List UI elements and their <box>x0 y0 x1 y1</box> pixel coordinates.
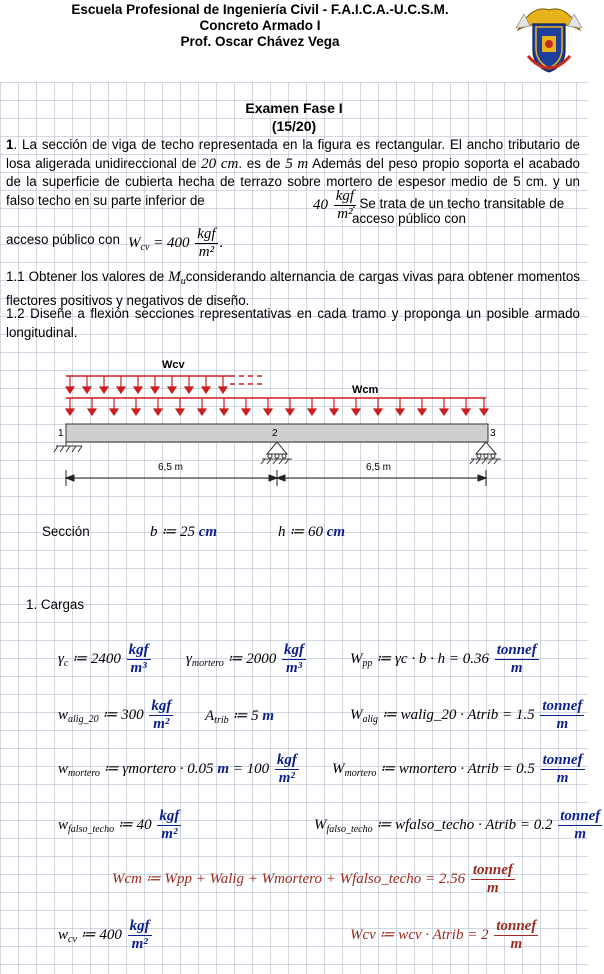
section-h-unit: cm <box>326 524 346 540</box>
gamma-concrete-eq <box>58 642 153 677</box>
section-b <box>150 522 217 541</box>
problem-text-2: . es de <box>238 155 286 171</box>
walig20-sub: alig_20 <box>68 713 99 725</box>
node-1-label: 1 <box>58 428 64 439</box>
walig20-unit-den: m² <box>153 716 170 732</box>
node-2-label: 2 <box>272 428 278 439</box>
gamma-m-sub: mortero <box>191 657 224 669</box>
wcv-value: = 400 <box>153 234 190 251</box>
problem-text-3: Además del peso propio soporta el acabado de la superficie de cubierta hecha de terrazo sobre mortero de espesor medio de 5 cm. y un falso techo en su parte inferior de <box>6 155 580 208</box>
gamma-m-value: ≔ 2000 <box>227 650 277 667</box>
q1-text-a: 1.1 Obtener los valores de <box>6 269 169 284</box>
wft-value: ≔ 40 <box>117 816 152 833</box>
wcv-unit-den: m² <box>131 936 148 952</box>
wcv-load-arrows <box>66 376 262 393</box>
Wft-unit-den: m <box>574 826 587 842</box>
wft-sub: falso_techo <box>68 823 115 835</box>
wpp-symbol: W <box>350 650 363 667</box>
wcv-label: Wcv <box>162 359 185 371</box>
wpp-expression: ≔ γc · b · h = 0.36 <box>376 650 489 667</box>
header-school: Escuela Profesional de Ingeniería Civil - F.A.I.C.A.-U.C.S.M. <box>71 2 449 17</box>
wpp-unit-num: tonnef <box>496 642 537 658</box>
wpp-eq <box>350 642 541 677</box>
pin-support-middle <box>261 442 292 464</box>
wmort-unit-m: m <box>217 760 229 777</box>
mu-subscript: u <box>180 276 186 287</box>
exam-score: (15/20) <box>271 118 317 134</box>
gamma-m-symbol: γ <box>186 650 192 667</box>
wcm-expression: Wcm ≔ Wpp + Walig + Wmortero + Wfalso_techo = 2.56 <box>112 870 466 887</box>
Wft-sub: falso_techo <box>326 823 373 835</box>
wcm-eq <box>112 862 517 897</box>
walig-unit-num: tonnef <box>542 698 583 714</box>
gamma-c-sub: c <box>63 657 69 669</box>
cargas-heading: 1. Cargas <box>26 597 85 612</box>
span-1-length: 6,5 m <box>158 462 184 473</box>
section-b-unit: cm <box>198 524 218 540</box>
problem-text-4: . Se trata de un techo transitable de acceso público con <box>352 196 565 226</box>
wcm-unit-num: tonnef <box>472 862 513 878</box>
atrib-sub: trib <box>214 715 229 726</box>
wcv-sub: cv <box>68 933 77 945</box>
atrib-eq <box>205 706 274 726</box>
gamma-mortero-eq <box>186 642 308 677</box>
wcv-unit-num: kgf <box>129 918 150 934</box>
walig-symbol: W <box>350 706 363 723</box>
fixed-support-left <box>54 442 82 452</box>
q1-text-b: considerando alternancia de cargas vivas para obtener momentos flectores positivos y negativos de diseño. <box>6 269 581 308</box>
walig20-symbol: w <box>58 706 69 723</box>
walig20-value: ≔ 300 <box>102 706 144 723</box>
wpp-unit-den: m <box>510 660 523 676</box>
Wfalso-techo-eq <box>314 808 604 843</box>
Wft-unit-num: tonnef <box>560 808 601 824</box>
falso-techo-value: 40 <box>313 196 328 213</box>
gamma-c-unit-num: kgf <box>128 642 149 658</box>
wcv-unit-num: kgf <box>197 226 216 242</box>
walig20-unit-num: kgf <box>151 698 172 714</box>
Wmort-symbol: W <box>332 760 345 777</box>
losa-width-value: 20 cm <box>201 155 239 172</box>
wmort-symbol: w <box>58 760 69 777</box>
Wcv-expression: Wcv ≔ wcv · Atrib = 2 <box>350 926 489 943</box>
node-3-label: 3 <box>490 428 496 439</box>
Wmortero-eq <box>332 752 587 787</box>
header <box>0 2 520 50</box>
Wcv-unit-den: m <box>510 936 523 952</box>
Wft-expression: ≔ wfalso_techo · Atrib = 0.2 <box>376 816 553 833</box>
walig-unit-den: m <box>556 716 569 732</box>
gamma-m-unit-den: m³ <box>285 660 303 676</box>
question-1-1 <box>6 268 580 310</box>
wcm-unit-den: m <box>487 880 499 896</box>
Wft-symbol: W <box>314 816 327 833</box>
header-course: Concreto Armado I <box>199 18 321 33</box>
Wmort-sub: mortero <box>344 767 377 779</box>
pin-support-right <box>470 442 501 464</box>
section-b-value: b ≔ 25 <box>150 524 195 540</box>
wft-symbol: w <box>58 816 69 833</box>
wcv-unit-den: m² <box>198 244 215 260</box>
question-1-2: 1.2 Diseñe a flexión secciones representativas en cada tramo y proponga un posible armado longitudinal. <box>6 306 580 340</box>
Wmort-unit-num: tonnef <box>542 752 583 768</box>
problem-text-1: . La sección de viga de techo representada en la figura es rectangular. El ancho tributario de losa aligerada unidireccional de <box>6 137 580 171</box>
wft-unit-num: kgf <box>159 808 180 824</box>
dimension-lines <box>66 470 486 486</box>
problem-access: acceso público con <box>6 232 120 247</box>
wmort-unit-den: m² <box>278 770 295 786</box>
Wmort-unit-den: m <box>556 770 569 786</box>
wcm-label: Wcm <box>352 384 379 396</box>
wcv-symbol: W <box>128 234 141 251</box>
atrib-symbol: A <box>205 708 215 724</box>
wfalso-techo-eq <box>58 808 183 843</box>
gamma-m-unit-num: kgf <box>284 642 305 658</box>
wcv-subscript: cv <box>140 241 150 253</box>
section-label: Sección <box>42 524 90 539</box>
wmort-value: = 100 <box>232 760 270 777</box>
Wcv-unit-num: tonnef <box>496 918 537 934</box>
wpp-sub: pp <box>362 657 373 669</box>
unit-denominator: m² <box>337 206 353 222</box>
Wmort-expression: ≔ wmortero · Atrib = 0.5 <box>380 760 535 777</box>
wmort-unit-num: kgf <box>276 752 297 768</box>
walig20-eq <box>58 698 175 733</box>
section-h <box>278 522 345 541</box>
atrib-value: ≔ 5 <box>232 708 259 724</box>
wcv-statement: $W_{cv} = 400$ $\frac{\text{kgf}}{\text{m²}}$ . <box>128 226 224 260</box>
wft-unit-den: m² <box>161 826 178 842</box>
gamma-c-symbol: γ <box>58 650 64 667</box>
header-professor: Prof. Oscar Chávez Vega <box>180 34 340 49</box>
span-2-length: 6,5 m <box>366 462 392 473</box>
walig-sub: alig <box>362 713 379 725</box>
gamma-c-unit-den: m³ <box>130 660 147 676</box>
wcv-symbol: w <box>58 926 69 943</box>
problem-number: 1 <box>6 137 14 152</box>
mu-symbol: M <box>168 269 181 285</box>
Wcv-eq <box>350 918 540 953</box>
wcv-value: ≔ 400 <box>80 926 122 943</box>
walig-expression: ≔ walig_20 · Atrib = 1.5 <box>381 706 535 723</box>
wcm-load-arrows <box>66 398 488 415</box>
unit-numerator: kgf <box>335 188 355 204</box>
wmort-sub: mortero <box>68 767 100 779</box>
exam-title: Examen Fase I <box>245 100 343 116</box>
section-h-value: h ≔ 60 <box>278 524 323 540</box>
beam-diagram <box>52 352 512 498</box>
gamma-c-value: ≔ 2400 <box>72 650 121 667</box>
wcv-eq <box>58 918 154 953</box>
walig-eq <box>350 698 586 733</box>
atrib-unit: m <box>262 708 275 724</box>
wmort-expression: ≔ γmortero · 0.05 <box>103 760 214 777</box>
tributary-width-value: 5 m <box>285 155 309 172</box>
wmortero-eq <box>58 752 301 787</box>
university-crest-icon <box>512 0 586 76</box>
